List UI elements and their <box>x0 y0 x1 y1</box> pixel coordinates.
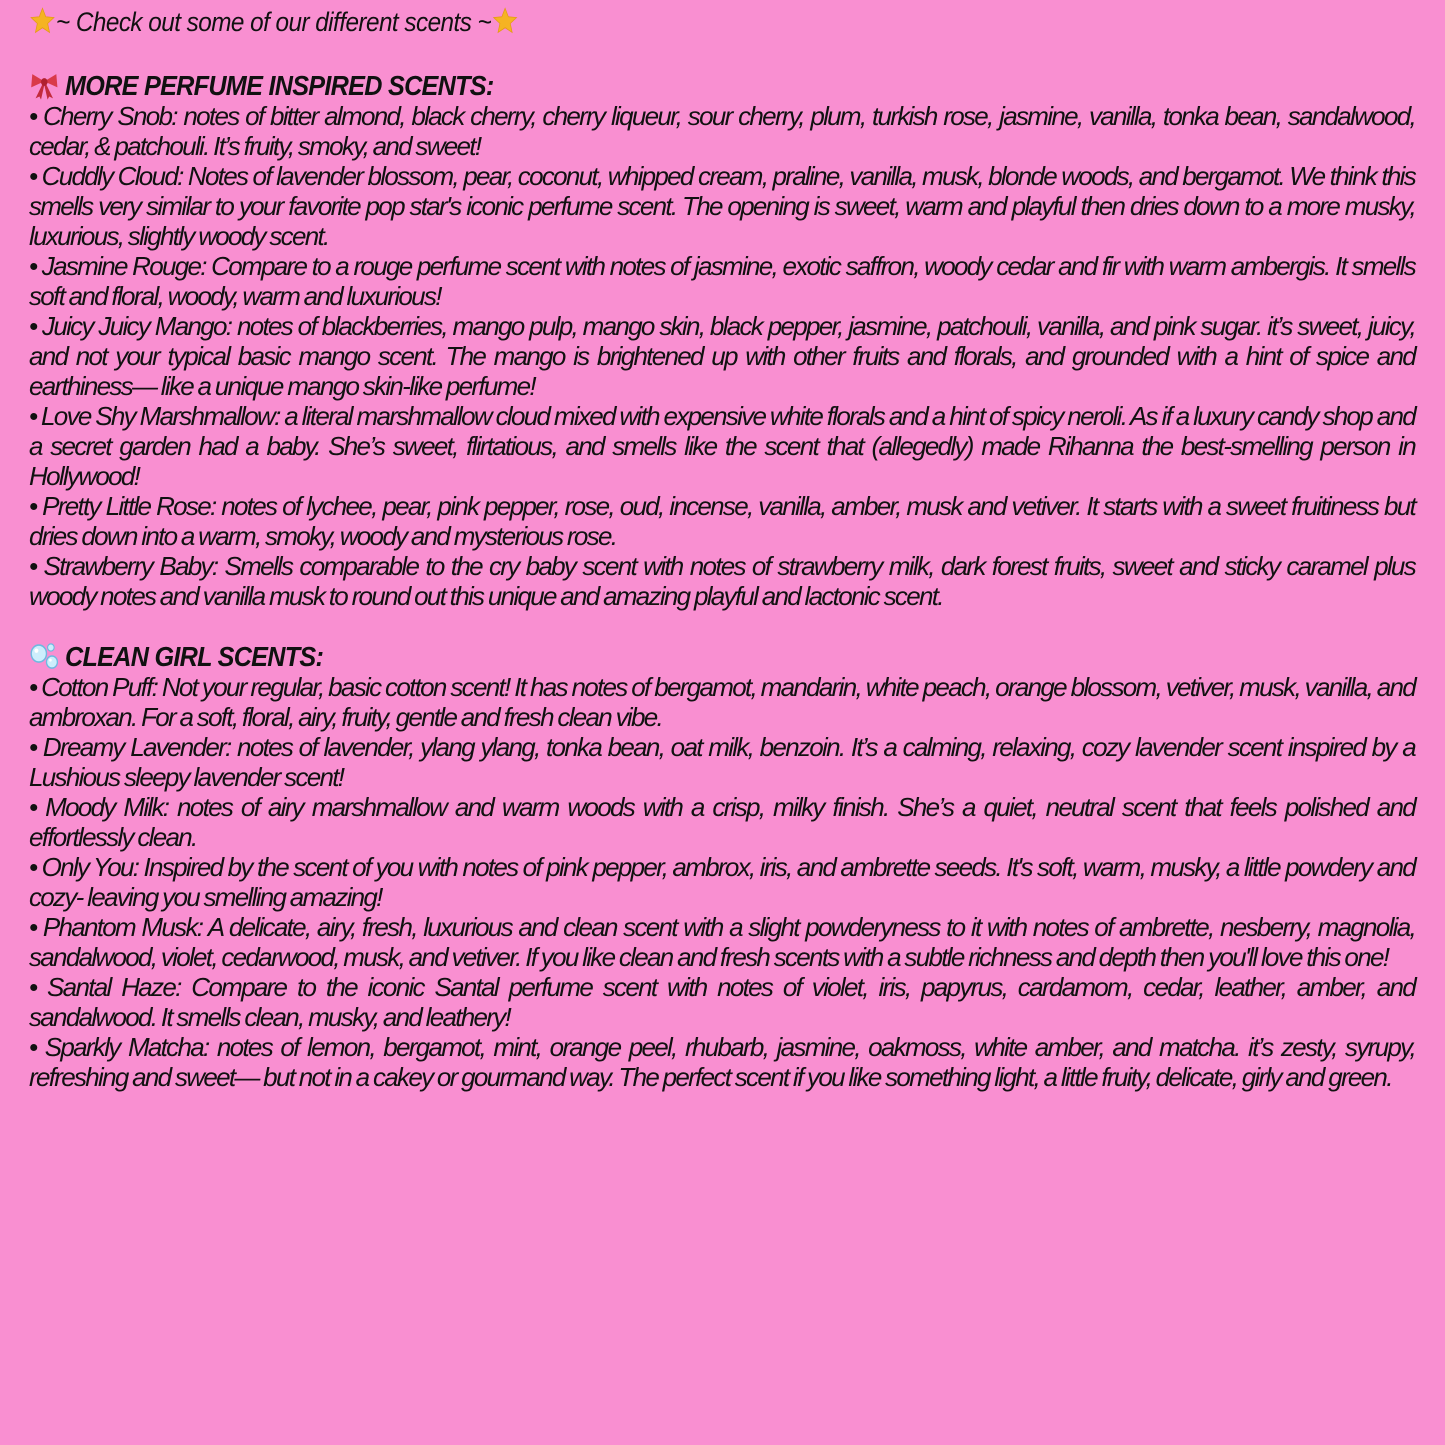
star-icon <box>29 6 56 36</box>
intro-text: ~ Check out some of our different scents ~ <box>56 7 492 37</box>
section-heading-text: MORE PERFUME INSPIRED SCENTS: <box>65 70 494 101</box>
section-heading-text: CLEAN GIRL SCENTS: <box>65 641 324 672</box>
section-heading-clean-girl <box>29 641 1276 672</box>
list-item: • Only You: Inspired by the scent of you with notes of pink pepper, ambrox, iris, and ambrette seeds. It's soft, warm, musky, a little powdery and cozy- leaving you smelling amazing! <box>29 852 1415 912</box>
list-item: • Moody Milk: notes of airy marshmallow and warm woods with a crisp, milky finish. She’s a quiet, neutral scent that feels polished and effortlessly clean. <box>29 792 1415 852</box>
list-item: • Cotton Puff: Not your regular, basic cotton scent! It has notes of bergamot, mandarin, white peach, orange blossom, vetiver, musk, vanilla, and ambroxan. For a soft, floral, airy, fruity, gentle and fresh clean vibe. <box>29 672 1415 732</box>
section-heading-perfume-inspired <box>29 70 1276 101</box>
list-item: • Love Shy Marshmallow: a literal marshmallow cloud mixed with expensive white florals and a hint of spicy neroli. As if a luxury candy shop and a secret garden had a baby. She’s sweet, flirtatious, and smells like the scent that (allegedly) made Rihanna the best-smelling person in Hollywood! <box>29 401 1415 491</box>
list-item: • Strawberry Baby: Smells comparable to the cry baby scent with notes of strawberry milk, dark forest fruits, sweet and sticky caramel plus woody notes and vanilla musk to round out this unique and amazing playful and lactonic scent. <box>29 551 1415 611</box>
list-item: • Phantom Musk: A delicate, airy, fresh, luxurious and clean scent with a slight powderyness to it with notes of ambrette, nesberry, magnolia, sandalwood, violet, cedarwood, musk, and vetiver. If you like clean and fresh scents with a subtle richness and depth then you'll love this one! <box>29 912 1415 972</box>
list-item: • Dreamy Lavender: notes of lavender, ylang ylang, tonka bean, oat milk, benzoin. It’s a calming, relaxing, cozy lavender scent inspired by a Lushious sleepy lavender scent! <box>29 732 1415 792</box>
list-item: • Juicy Juicy Mango: notes of blackberries, mango pulp, mango skin, black pepper, jasmine, patchouli, vanilla, and pink sugar. it’s sweet, juicy, and not your typical basic mango scent. The mango is brightened up with other fruits and florals, and grounded with a hint of spice and earthiness— like a unique mango skin-like perfume! <box>29 311 1415 401</box>
list-item: • Jasmine Rouge: Compare to a rouge perfume scent with notes of jasmine, exotic saffron, woody cedar and fir with warm ambergis. It smells soft and floral, woody, warm and luxurious! <box>29 251 1415 311</box>
list-item: • Cuddly Cloud: Notes of lavender blossom, pear, coconut, whipped cream, praline, vanilla, musk, blonde woods, and bergamot. We think this smells very similar to your favorite pop star's iconic perfume scent. The opening is sweet, warm and playful then dries down to a more musky, luxurious, slightly woody scent. <box>29 161 1415 251</box>
scent-list-page <box>29 4 1415 1092</box>
ribbon-icon <box>29 70 60 100</box>
clean-girl-scent-list <box>29 672 1415 1092</box>
star-icon <box>491 6 518 36</box>
list-item: • Cherry Snob: notes of bitter almond, black cherry, cherry liqueur, sour cherry, plum, turkish rose, jasmine, vanilla, tonka bean, sandalwood, cedar, & patchouli. It’s fruity, smoky, and sweet! <box>29 101 1415 161</box>
list-item: • Pretty Little Rose: notes of lychee, pear, pink pepper, rose, oud, incense, vanilla, amber, musk and vetiver. It starts with a sweet fruitiness but dries down into a warm, smoky, woody and mysterious rose. <box>29 491 1415 551</box>
list-item: • Sparkly Matcha: notes of lemon, bergamot, mint, orange peel, rhubarb, jasmine, oakmoss, white amber, and matcha. it’s zesty, syrupy, refreshing and sweet— but not in a cakey or gourmand way. The perfect scent if you like something light, a little fruity, delicate, girly and green. <box>29 1032 1415 1092</box>
perfume-inspired-scent-list <box>29 101 1415 611</box>
intro-line <box>29 4 1276 40</box>
list-item: • Santal Haze: Compare to the iconic Santal perfume scent with notes of violet, iris, papyrus, cardamom, cedar, leather, amber, and sandalwood. It smells clean, musky, and leathery! <box>29 972 1415 1032</box>
bubbles-icon <box>29 641 60 671</box>
